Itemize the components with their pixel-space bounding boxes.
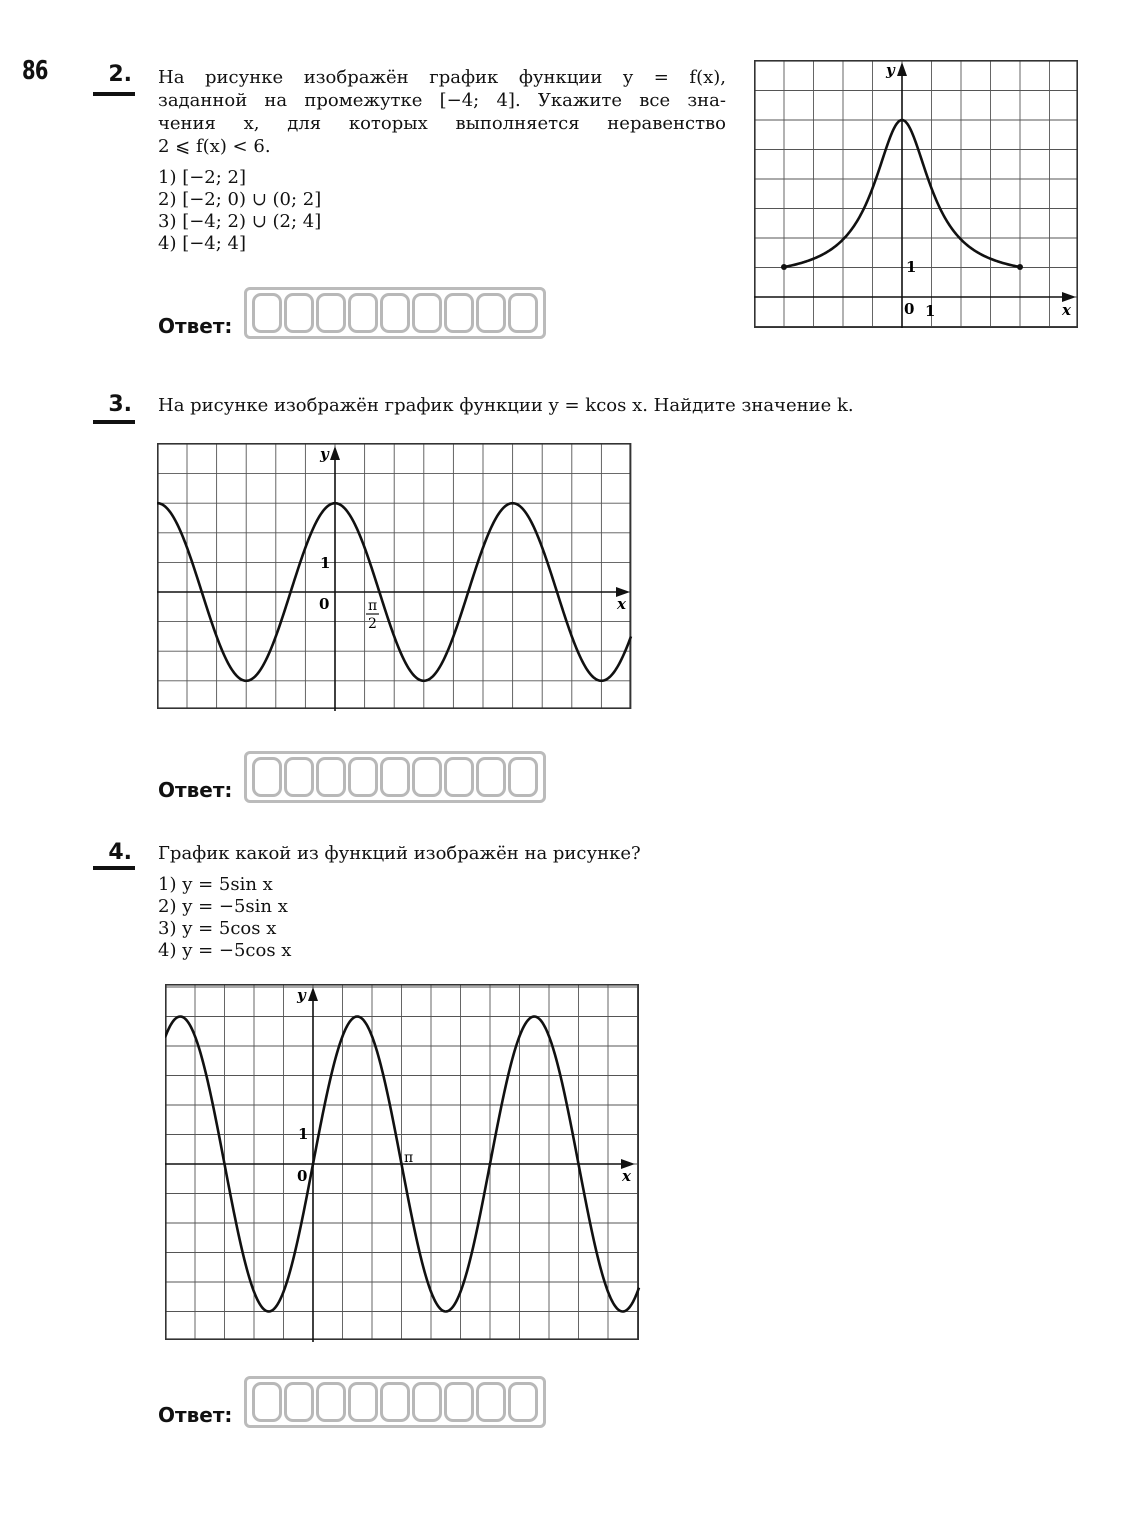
endpoint-left [781, 264, 787, 270]
x-axis-label: x [617, 595, 626, 613]
task-4-answer-field[interactable] [244, 1376, 546, 1428]
task-2-option-3: 3) [−4; 2) ∪ (2; 4] [158, 211, 322, 232]
answer-cell[interactable] [348, 1382, 378, 1422]
graph-grid [157, 443, 631, 709]
task-4-option-3: 3) y = 5cos x [158, 918, 277, 939]
y-axis-arrow [330, 446, 340, 460]
task-3-answer-field[interactable] [244, 751, 546, 803]
y-axis-label: y [886, 61, 895, 79]
task-2-line-2: заданной на промежутке [−4; 4]. Укажите все зна- [158, 90, 726, 111]
task-3-underline [93, 420, 135, 424]
task-2-options [158, 167, 321, 255]
answer-cell[interactable] [476, 293, 506, 333]
answer-cell[interactable] [380, 1382, 410, 1422]
task-4-number: 4. [108, 840, 132, 865]
task-4-options [158, 874, 291, 962]
y-axis-arrow [897, 62, 907, 76]
answer-cell[interactable] [316, 293, 346, 333]
task-2-answer-label: Ответ: [158, 314, 233, 338]
answer-cell[interactable] [508, 757, 538, 797]
pi-denominator: 2 [368, 616, 377, 632]
task-4-option-1: 1) y = 5sin x [158, 874, 273, 895]
answer-cell[interactable] [284, 1382, 314, 1422]
x-unit-label: 1 [925, 302, 936, 320]
task-4-option-4: 4) y = −5cos x [158, 940, 292, 961]
answer-cell[interactable] [284, 293, 314, 333]
task-2-option-1: 1) [−2; 2] [158, 167, 247, 188]
answer-cell[interactable] [380, 757, 410, 797]
grid-border [755, 61, 1077, 327]
answer-cell[interactable] [252, 757, 282, 797]
graph-grid [754, 60, 1078, 328]
answer-cell[interactable] [444, 1382, 474, 1422]
answer-cell[interactable] [508, 1382, 538, 1422]
answer-cell[interactable] [348, 757, 378, 797]
task-4-answer-label: Ответ: [158, 1403, 233, 1427]
answer-cell[interactable] [476, 757, 506, 797]
task-3-text: На рисунке изображён график функции y = kcos x. Найдите значение k. [158, 395, 854, 416]
task-2-underline [93, 92, 135, 96]
origin-label: 0 [319, 595, 330, 613]
page-number: 86 [22, 56, 48, 86]
origin-label: 0 [297, 1167, 308, 1185]
answer-cell[interactable] [412, 1382, 442, 1422]
task-4-graph [165, 984, 641, 1342]
answer-cell[interactable] [476, 1382, 506, 1422]
task-3-graph [157, 443, 633, 711]
task-4-text: График какой из функций изображён на рисунке? [158, 843, 641, 864]
answer-cell[interactable] [252, 1382, 282, 1422]
answer-cell[interactable] [380, 293, 410, 333]
task-4-underline [93, 866, 135, 870]
task-4-option-2: 2) y = −5sin x [158, 896, 288, 917]
task-2-answer-field[interactable] [244, 287, 546, 339]
task-3-answer-label: Ответ: [158, 778, 233, 802]
y-axis-label: y [320, 445, 329, 463]
x-axis-label: x [622, 1167, 631, 1185]
task-2-text [158, 66, 726, 158]
answer-cell[interactable] [444, 757, 474, 797]
answer-cell[interactable] [444, 293, 474, 333]
answer-cell[interactable] [316, 757, 346, 797]
pi-numerator: π [368, 598, 378, 614]
y-axis-arrow [308, 987, 318, 1001]
task-2-option-4: 4) [−4; 4] [158, 233, 247, 254]
answer-cell[interactable] [508, 293, 538, 333]
answer-cell[interactable] [348, 293, 378, 333]
x-axis-label: x [1062, 301, 1071, 319]
task-2-line-4: 2 ⩽ f(x) < 6. [158, 136, 271, 157]
task-2-option-2: 2) [−2; 0) ∪ (0; 2] [158, 189, 322, 210]
answer-cell[interactable] [412, 757, 442, 797]
answer-cell[interactable] [284, 757, 314, 797]
pi-label: π [404, 1150, 414, 1166]
origin-label: 0 [904, 300, 915, 318]
answer-cell[interactable] [412, 293, 442, 333]
task-3-number: 3. [108, 392, 132, 417]
y-axis-label: y [297, 986, 306, 1004]
y-unit-label: 1 [298, 1125, 309, 1143]
task-2-graph [754, 60, 1080, 328]
task-2-number: 2. [108, 62, 132, 87]
answer-cell[interactable] [316, 1382, 346, 1422]
answer-cell[interactable] [252, 293, 282, 333]
y-unit-label: 1 [320, 554, 331, 572]
endpoint-right [1017, 264, 1023, 270]
task-2-line-1: На рисунке изображён график функции y = f(x), [158, 67, 726, 88]
y-unit-label: 1 [906, 258, 917, 276]
task-2-line-3: чения x, для которых выполняется неравенство [158, 113, 726, 134]
